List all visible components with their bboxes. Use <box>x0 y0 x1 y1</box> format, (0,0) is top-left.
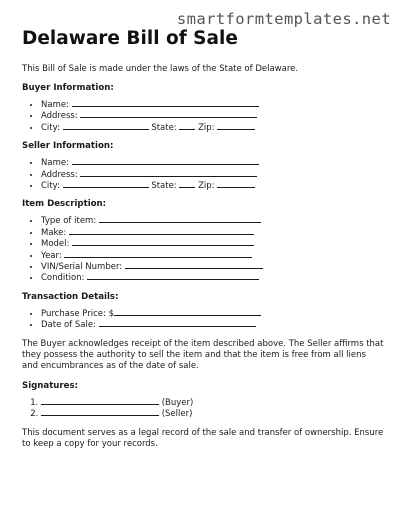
closing-paragraph: This document serves as a legal record of the sale and transfer of ownership. Ensure to keep a copy for your records. <box>22 427 384 449</box>
buyer-state-label: State: <box>151 122 177 133</box>
seller-zip-label: Zip: <box>198 181 215 192</box>
sale-date-field[interactable] <box>99 319 256 327</box>
seller-signature-role: (Seller) <box>161 409 193 420</box>
seller-section-heading: Seller Information: <box>22 141 114 152</box>
buyer-address-field[interactable] <box>80 110 257 118</box>
purchase-price-field[interactable] <box>114 308 261 316</box>
seller-name-label: Name: <box>41 158 69 169</box>
item-type-label: Type of item: <box>41 216 97 227</box>
item-make-field[interactable] <box>69 227 254 235</box>
buyer-signature-field[interactable] <box>41 397 159 405</box>
seller-signature-field[interactable] <box>41 408 159 416</box>
item-condition-field[interactable] <box>87 272 259 280</box>
item-vin-row <box>41 261 384 272</box>
purchase-price-row <box>41 308 384 319</box>
intro-paragraph: This Bill of Sale is made under the laws of the State of Delaware. <box>22 64 299 74</box>
buyer-state-field[interactable] <box>179 122 195 130</box>
buyer-signature-row <box>41 397 384 408</box>
seller-state-field[interactable] <box>179 180 195 188</box>
item-make-row <box>41 227 384 238</box>
item-condition-row <box>41 272 384 283</box>
document-title: Delaware Bill of Sale <box>22 28 238 49</box>
buyer-fields <box>22 99 384 133</box>
item-type-field[interactable] <box>99 215 261 223</box>
item-vin-label: VIN/Serial Number: <box>41 262 123 273</box>
signatures-section-heading: Signatures: <box>22 380 79 391</box>
buyer-zip-field[interactable] <box>217 122 255 130</box>
site-watermark: smartformtemplates.net <box>176 10 391 28</box>
buyer-section-heading: Buyer Information: <box>22 83 114 93</box>
seller-name-field[interactable] <box>72 157 259 165</box>
buyer-city-field[interactable] <box>63 122 149 130</box>
item-section-heading: Item Description: <box>22 199 107 210</box>
buyer-address-row <box>41 110 384 121</box>
buyer-city-row <box>41 122 384 133</box>
seller-name-row <box>41 157 384 168</box>
transaction-section-heading: Transaction Details: <box>22 291 119 302</box>
item-type-row <box>41 215 384 226</box>
item-make-label: Make: <box>41 227 67 238</box>
item-year-field[interactable] <box>64 250 252 258</box>
seller-address-label: Address: <box>41 169 78 180</box>
seller-zip-field[interactable] <box>217 180 255 188</box>
signature-lines <box>22 397 384 420</box>
seller-address-field[interactable] <box>80 169 257 177</box>
buyer-name-row <box>41 99 384 110</box>
seller-city-label: City: <box>41 181 60 192</box>
item-model-row <box>41 238 384 249</box>
seller-fields <box>22 157 384 191</box>
seller-city-row <box>41 180 384 191</box>
seller-address-row <box>41 169 384 180</box>
seller-city-field[interactable] <box>63 180 149 188</box>
seller-state-label: State: <box>151 181 177 192</box>
item-fields <box>22 215 384 283</box>
acknowledgement-paragraph: The Buyer acknowledges receipt of the item described above. The Seller affirms that they possess the authority to sell the item and that the item is free from all liens and encumbrances as of the date of sale. <box>22 338 384 371</box>
buyer-name-label: Name: <box>41 100 69 110</box>
purchase-price-label: Purchase Price: $ <box>41 308 115 319</box>
sale-date-label: Date of Sale: <box>41 320 96 331</box>
buyer-zip-label: Zip: <box>198 122 215 133</box>
bill-of-sale-document <box>22 28 384 450</box>
buyer-city-label: City: <box>41 122 60 133</box>
item-model-label: Model: <box>41 239 70 250</box>
item-year-row <box>41 250 384 261</box>
item-year-label: Year: <box>41 250 62 261</box>
transaction-fields <box>22 308 384 331</box>
item-condition-label: Condition: <box>41 273 85 284</box>
buyer-name-field[interactable] <box>72 99 259 107</box>
sale-date-row <box>41 319 384 330</box>
item-model-field[interactable] <box>72 238 254 246</box>
item-vin-field[interactable] <box>125 261 263 269</box>
buyer-address-label: Address: <box>41 111 78 122</box>
seller-signature-row <box>41 408 384 419</box>
buyer-signature-role: (Buyer) <box>161 397 194 408</box>
